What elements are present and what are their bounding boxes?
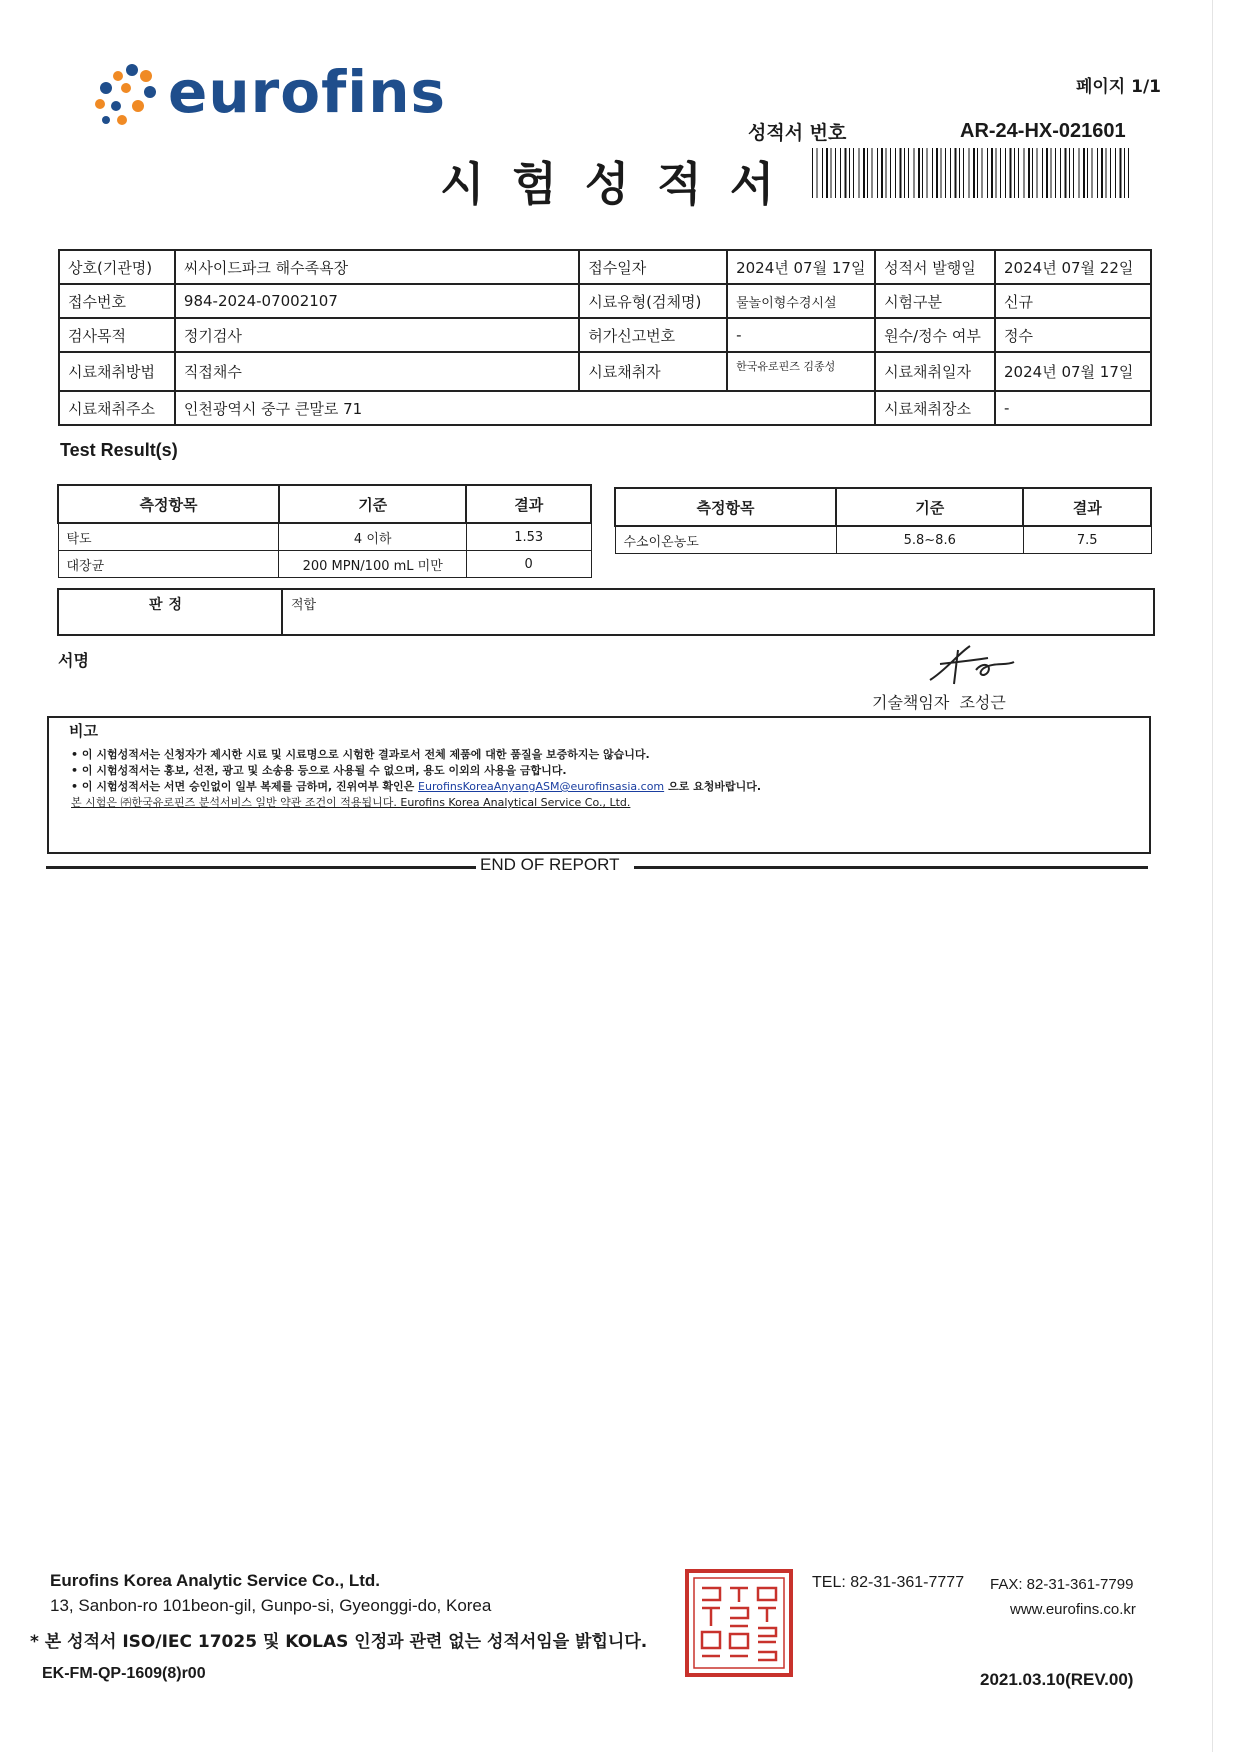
revision-date: 2021.03.10(REV.00)	[980, 1670, 1134, 1689]
barcode-bar	[1000, 148, 1001, 198]
item-cell: 대장균	[58, 551, 279, 578]
eurofins-dots-icon	[92, 62, 162, 126]
table-row	[59, 318, 1151, 352]
barcode-bar	[927, 148, 928, 198]
info-value: 정수	[995, 318, 1151, 352]
remarks-title: 비고	[69, 722, 98, 740]
column-header: 기준	[836, 488, 1023, 526]
sample-info-table	[58, 249, 1152, 426]
column-header: 결과	[466, 485, 591, 523]
results-table-right	[614, 487, 1152, 554]
divider	[634, 866, 1148, 869]
barcode-bar	[1087, 148, 1088, 198]
cert-number: AR-24-HX-021601	[960, 120, 1126, 142]
remark-text: • 이 시험성적서는 서면 승인없이 일부 복제를 금하며, 진위여부 확인은	[71, 780, 415, 793]
info-label: 시료채취일자	[875, 352, 995, 391]
barcode-bar	[959, 148, 960, 198]
info-label: 상호(기관명)	[59, 250, 175, 284]
barcode-bar	[1014, 148, 1015, 198]
barcode-bar	[969, 148, 970, 198]
judgement-box	[57, 588, 1155, 636]
barcode-bar	[908, 148, 909, 198]
barcode-bar	[1060, 148, 1061, 198]
info-value: 인천광역시 중구 큰말로 71	[175, 391, 875, 425]
info-value: 2024년 07월 17일	[995, 352, 1151, 391]
accreditation-notice: * 본 성적서 ISO/IEC 17025 및 KOLAS 인정과 관련 없는 성적서임을 밝힙니다.	[30, 1632, 648, 1652]
table-header-row	[58, 485, 591, 523]
info-label: 접수번호	[59, 284, 175, 318]
signature-image	[918, 640, 1018, 688]
barcode-bar	[1028, 148, 1030, 198]
info-value: 직접채수	[175, 352, 579, 391]
logo-wordmark: eurofins	[168, 58, 447, 126]
barcode-bar	[1079, 148, 1080, 198]
info-value: 한국유로핀즈 김종성	[727, 352, 875, 391]
barcode-bar	[1073, 148, 1074, 198]
barcode-bar	[812, 148, 813, 198]
barcode-bar	[1046, 148, 1048, 198]
judgement-label: 판정	[149, 597, 189, 613]
info-value: -	[727, 318, 875, 352]
barcode-bar	[1032, 148, 1033, 198]
barcode-bar	[1055, 148, 1056, 198]
info-value: 2024년 07월 17일	[727, 250, 875, 284]
end-of-report: END OF REPORT	[480, 855, 620, 874]
barcode-bar	[922, 148, 923, 198]
barcode-bar	[1065, 148, 1067, 198]
barcode-bar	[890, 148, 891, 198]
info-label: 시료채취장소	[875, 391, 995, 425]
table-row	[58, 551, 591, 578]
info-label: 시료채취방법	[59, 352, 175, 391]
item-cell: 탁도	[58, 523, 279, 551]
test-results-heading: Test Result(s)	[60, 440, 178, 460]
barcode-bar	[1069, 148, 1070, 198]
barcode-bar	[877, 148, 878, 198]
remark-line: • 이 시험성적서는 홍보, 선전, 광고 및 소송용 등으로 사용될 수 없으며, 용도 이외의 사용을 금합니다.	[71, 764, 567, 777]
barcode-bar	[1124, 148, 1125, 198]
fax: FAX: 82-31-361-7799	[990, 1576, 1134, 1593]
barcode-bar	[987, 148, 988, 198]
info-label: 성적서 발행일	[875, 250, 995, 284]
barcode-bar	[845, 148, 847, 198]
barcode-bar	[914, 148, 915, 198]
telephone: TEL: 82-31-361-7777	[812, 1574, 965, 1591]
barcode-bar	[1128, 148, 1129, 198]
barcode-bar	[918, 148, 920, 198]
barcode-bar	[1110, 148, 1111, 198]
column-header: 측정항목	[58, 485, 279, 523]
barcode-bar	[895, 148, 896, 198]
table-row	[615, 526, 1151, 554]
barcode-bar	[1042, 148, 1043, 198]
barcode-bar	[1097, 148, 1098, 198]
barcode-bar	[817, 148, 818, 198]
remark-line	[71, 778, 761, 794]
info-label: 시험구분	[875, 284, 995, 318]
barcode-bar	[1106, 148, 1107, 198]
info-value: 씨사이드파크 해수족욕장	[175, 250, 579, 284]
barcode-bar	[973, 148, 975, 198]
info-value: 신규	[995, 284, 1151, 318]
barcode-bar	[945, 148, 946, 198]
barcode-bar	[822, 148, 823, 198]
remark-line: 본 시험은 ㈜한국유로핀즈 분석서비스 일반 약관 조건이 적용됩니다. Eurofins Korea Analytical Service Co., Ltd.	[71, 796, 631, 809]
cert-number-label: 성적서 번호	[748, 122, 847, 144]
item-cell: 수소이온농도	[615, 526, 836, 554]
company-name: Eurofins Korea Analytic Service Co., Ltd.	[50, 1571, 381, 1590]
table-row	[59, 284, 1151, 318]
barcode-bar	[1024, 148, 1025, 198]
barcode-bar	[900, 148, 902, 198]
barcode-bar	[886, 148, 887, 198]
result-cell: 7.5	[1023, 526, 1151, 554]
remark-text: 으로 요청바랍니다.	[667, 780, 761, 793]
barcode-bar	[853, 148, 854, 198]
info-label: 검사목적	[59, 318, 175, 352]
remarks-box	[47, 716, 1151, 854]
barcode-bar	[1018, 148, 1019, 198]
info-label: 원수/정수 여부	[875, 318, 995, 352]
barcode-bar	[859, 148, 860, 198]
table-row	[59, 250, 1151, 284]
barcode-bar	[1010, 148, 1012, 198]
info-value: 2024년 07월 22일	[995, 250, 1151, 284]
barcode-bar	[1115, 148, 1116, 198]
table-row	[58, 523, 591, 551]
table-row	[59, 352, 1151, 391]
barcode-bar	[941, 148, 942, 198]
barcode-icon	[812, 148, 1134, 198]
info-value: 984-2024-07002107	[175, 284, 579, 318]
info-label: 접수일자	[579, 250, 727, 284]
barcode-bar	[826, 148, 828, 198]
result-cell: 1.53	[466, 523, 591, 551]
scan-edge	[1212, 0, 1213, 1752]
remark-line: • 이 시험성적서는 신청자가 제시한 시료 및 시료명으로 시험한 결과로서 전체 제품에 대한 품질을 보증하지는 않습니다.	[71, 748, 650, 761]
info-label: 시료채취자	[579, 352, 727, 391]
website[interactable]: www.eurofins.co.kr	[1010, 1601, 1136, 1618]
signature-label: 서명	[58, 651, 89, 670]
info-label: 시료유형(검체명)	[579, 284, 727, 318]
column-header: 기준	[279, 485, 466, 523]
barcode-bar	[936, 148, 938, 198]
barcode-bar	[977, 148, 978, 198]
barcode-bar	[867, 148, 868, 198]
barcode-bar	[1083, 148, 1085, 198]
barcode-bar	[1092, 148, 1093, 198]
barcode-bar	[1101, 148, 1103, 198]
barcode-bar	[1037, 148, 1038, 198]
barcode-bar	[904, 148, 905, 198]
technical-manager: 기술책임자 조성근	[872, 693, 1006, 712]
barcode-bar	[963, 148, 964, 198]
company-seal-stamp	[684, 1568, 794, 1678]
barcode-bar	[831, 148, 832, 198]
eurofins-logo	[92, 58, 447, 130]
table-header-row	[615, 488, 1151, 526]
document-title: 시험성적서	[440, 157, 803, 211]
barcode-bar	[872, 148, 873, 198]
barcode-bar	[835, 148, 836, 198]
divider	[46, 866, 476, 869]
results-table-left	[57, 484, 592, 578]
standard-cell: 200 MPN/100 mL 미만	[279, 551, 466, 578]
barcode-bar	[982, 148, 983, 198]
standard-cell: 5.8~8.6	[836, 526, 1023, 554]
barcode-bar	[1051, 148, 1052, 198]
barcode-bar	[840, 148, 841, 198]
barcode-bar	[932, 148, 933, 198]
column-header: 측정항목	[615, 488, 836, 526]
standard-cell: 4 이하	[279, 523, 466, 551]
info-label: 허가신고번호	[579, 318, 727, 352]
barcode-bar	[950, 148, 951, 198]
info-value: 물놀이형수경시설	[727, 284, 875, 318]
column-header: 결과	[1023, 488, 1151, 526]
judgement-label-cell	[59, 590, 283, 634]
info-label: 시료채취주소	[59, 391, 175, 425]
judgement-value: 적합	[291, 598, 317, 613]
info-value: 정기검사	[175, 318, 579, 352]
barcode-bar	[1005, 148, 1006, 198]
barcode-bar	[991, 148, 993, 198]
company-address: 13, Sanbon-ro 101beon-gil, Gunpo-si, Gyeonggi-do, Korea	[50, 1596, 492, 1615]
barcode-bar	[863, 148, 865, 198]
barcode-bar	[849, 148, 850, 198]
barcode-bar	[881, 148, 883, 198]
info-value: -	[995, 391, 1151, 425]
page-number: 페이지 1/1	[1075, 77, 1161, 97]
result-cell: 0	[466, 551, 591, 578]
barcode-bar	[996, 148, 997, 198]
barcode-bar	[955, 148, 957, 198]
barcode-bar	[1120, 148, 1122, 198]
table-row	[59, 391, 1151, 425]
email-link[interactable]: EurofinsKoreaAnyangASM@eurofinsasia.com	[418, 780, 665, 793]
form-code: EK-FM-QP-1609(8)r00	[42, 1665, 206, 1682]
